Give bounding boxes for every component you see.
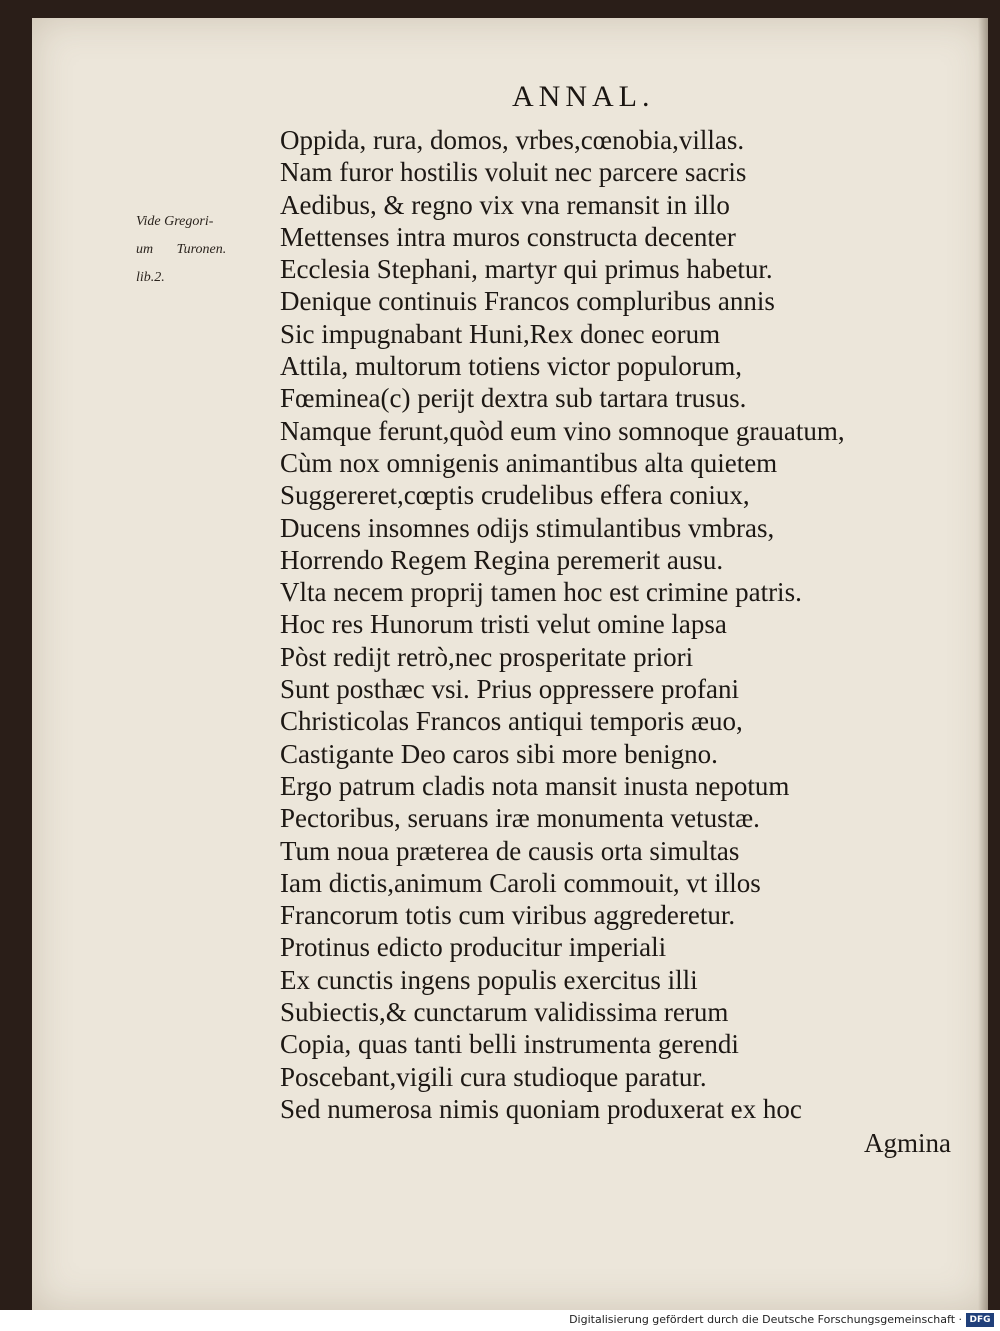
verse-text (280, 124, 845, 1125)
verse-line: Pectoribus, seruans iræ monumenta vetustæ. (280, 803, 760, 834)
verse-line: Hoc res Hunorum tristi velut omine lapsa (280, 609, 727, 640)
verse-line: Denique continuis Francos compluribus annis (280, 286, 775, 317)
verse-line: Suggereret,cœptis crudelibus effera coniux, (280, 480, 750, 511)
book-page (32, 18, 988, 1310)
funding-notice: Digitalisierung gefördert durch die Deutsche Forschungsgemeinschaft · (569, 1313, 962, 1326)
verse-line: Nam furor hostilis voluit nec parcere sacris (280, 157, 747, 188)
marginal-note-line: lib.2. (136, 270, 165, 285)
verse-line: Christicolas Francos antiqui temporis æuo, (280, 706, 743, 737)
verse-line: Tum noua præterea de causis orta simultas (280, 835, 740, 866)
verse-line: Sed numerosa nimis quoniam produxerat ex hoc (280, 1093, 802, 1124)
verse-line: Ex cunctis ingens populis exercitus illi (280, 964, 698, 995)
verse-line: Iam dictis,animum Caroli commouit, vt illos (280, 867, 761, 898)
verse-line: Ergo patrum cladis nota mansit inusta nepotum (280, 770, 790, 801)
verse-line: Namque ferunt,quòd eum vino somnoque grauatum, (280, 415, 845, 446)
running-header: ANNAL. (512, 80, 655, 113)
verse-line: Mettenses intra muros constructa decenter (280, 221, 736, 252)
dfg-logo-icon: DFG (966, 1313, 994, 1327)
verse-line: Aedibus, & regno vix vna remansit in illo (280, 189, 730, 220)
catchword: Agmina (864, 1128, 951, 1158)
verse-line: Subiectis,& cunctarum validissima rerum (280, 997, 729, 1028)
verse-line: Horrendo Regem Regina peremerit ausu. (280, 544, 724, 575)
verse-line: Ecclesia Stephani, martyr qui primus habetur. (280, 254, 773, 285)
verse-line: Poscebant,vigili cura studioque paratur. (280, 1061, 707, 1092)
verse-line: Copia, quas tanti belli instrumenta gerendi (280, 1029, 739, 1060)
verse-line: Ducens insomnes odijs stimulantibus vmbras, (280, 512, 775, 543)
verse-line: Sunt posthæc vsi. Prius oppressere profani (280, 674, 739, 705)
verse-line: Attila, multorum totiens victor populorum, (280, 351, 742, 382)
marginal-note (136, 208, 226, 292)
footer-bar (0, 1310, 1000, 1331)
verse-line: Vlta necem proprij tamen hoc est crimine patris. (280, 577, 802, 608)
verse-line: Fœminea(c) perijt dextra sub tartara trusus. (280, 383, 747, 414)
verse-line: Cùm nox omnigenis animantibus alta quietem (280, 447, 778, 478)
verse-line: Francorum totis cum viribus aggrederetur. (280, 900, 736, 931)
verse-line: Pòst redijt retrò,nec prosperitate priori (280, 641, 694, 672)
verse-line: Castigante Deo caros sibi more benigno. (280, 738, 718, 769)
verse-line: Oppida, rura, domos, vrbes,cœnobia,villas. (280, 125, 745, 155)
marginal-note-line: Vide Gregori- (136, 214, 214, 229)
verse-line: Sic impugnabant Huni,Rex donec eorum (280, 318, 721, 349)
marginal-note-line: um Turonen. (136, 242, 227, 257)
verse-line: Protinus edicto producitur imperiali (280, 932, 667, 963)
